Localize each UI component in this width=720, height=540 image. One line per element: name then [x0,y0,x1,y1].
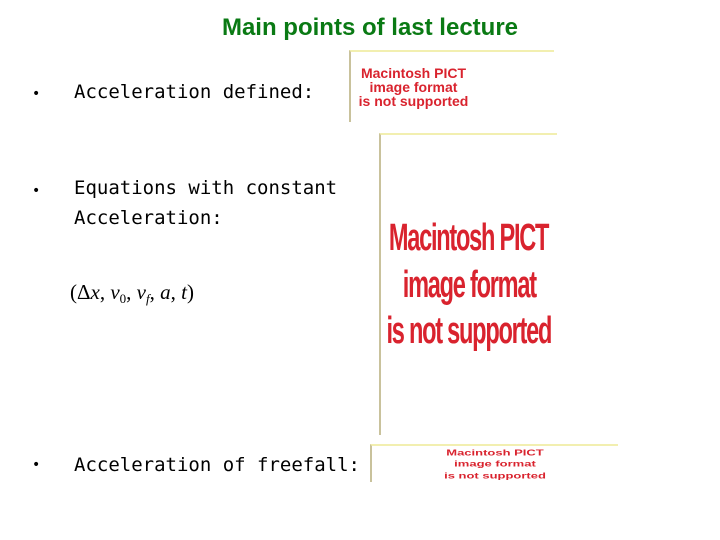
pict-placeholder-image: Macintosh PICT image format is not supported [370,444,618,482]
pict-placeholder-image: Macintosh PICT image format is not supported [379,133,557,435]
pict-placeholder-image: Macintosh PICT image format is not supported [349,50,554,122]
slide-title: Main points of last lecture [221,14,519,41]
bullet-acceleration-defined: Acceleration defined: [74,81,315,103]
bullet-marker: • [32,86,41,102]
bullet-constant-acceleration: Equations with constant Acceleration: [74,177,338,229]
bullet-freefall: Acceleration of freefall: [74,454,360,476]
kinematic-variables: (Δx, $v_0$, $v_f$, a, t) [70,280,194,306]
bullet-marker: • [32,457,41,473]
bullet-marker: • [32,183,41,199]
